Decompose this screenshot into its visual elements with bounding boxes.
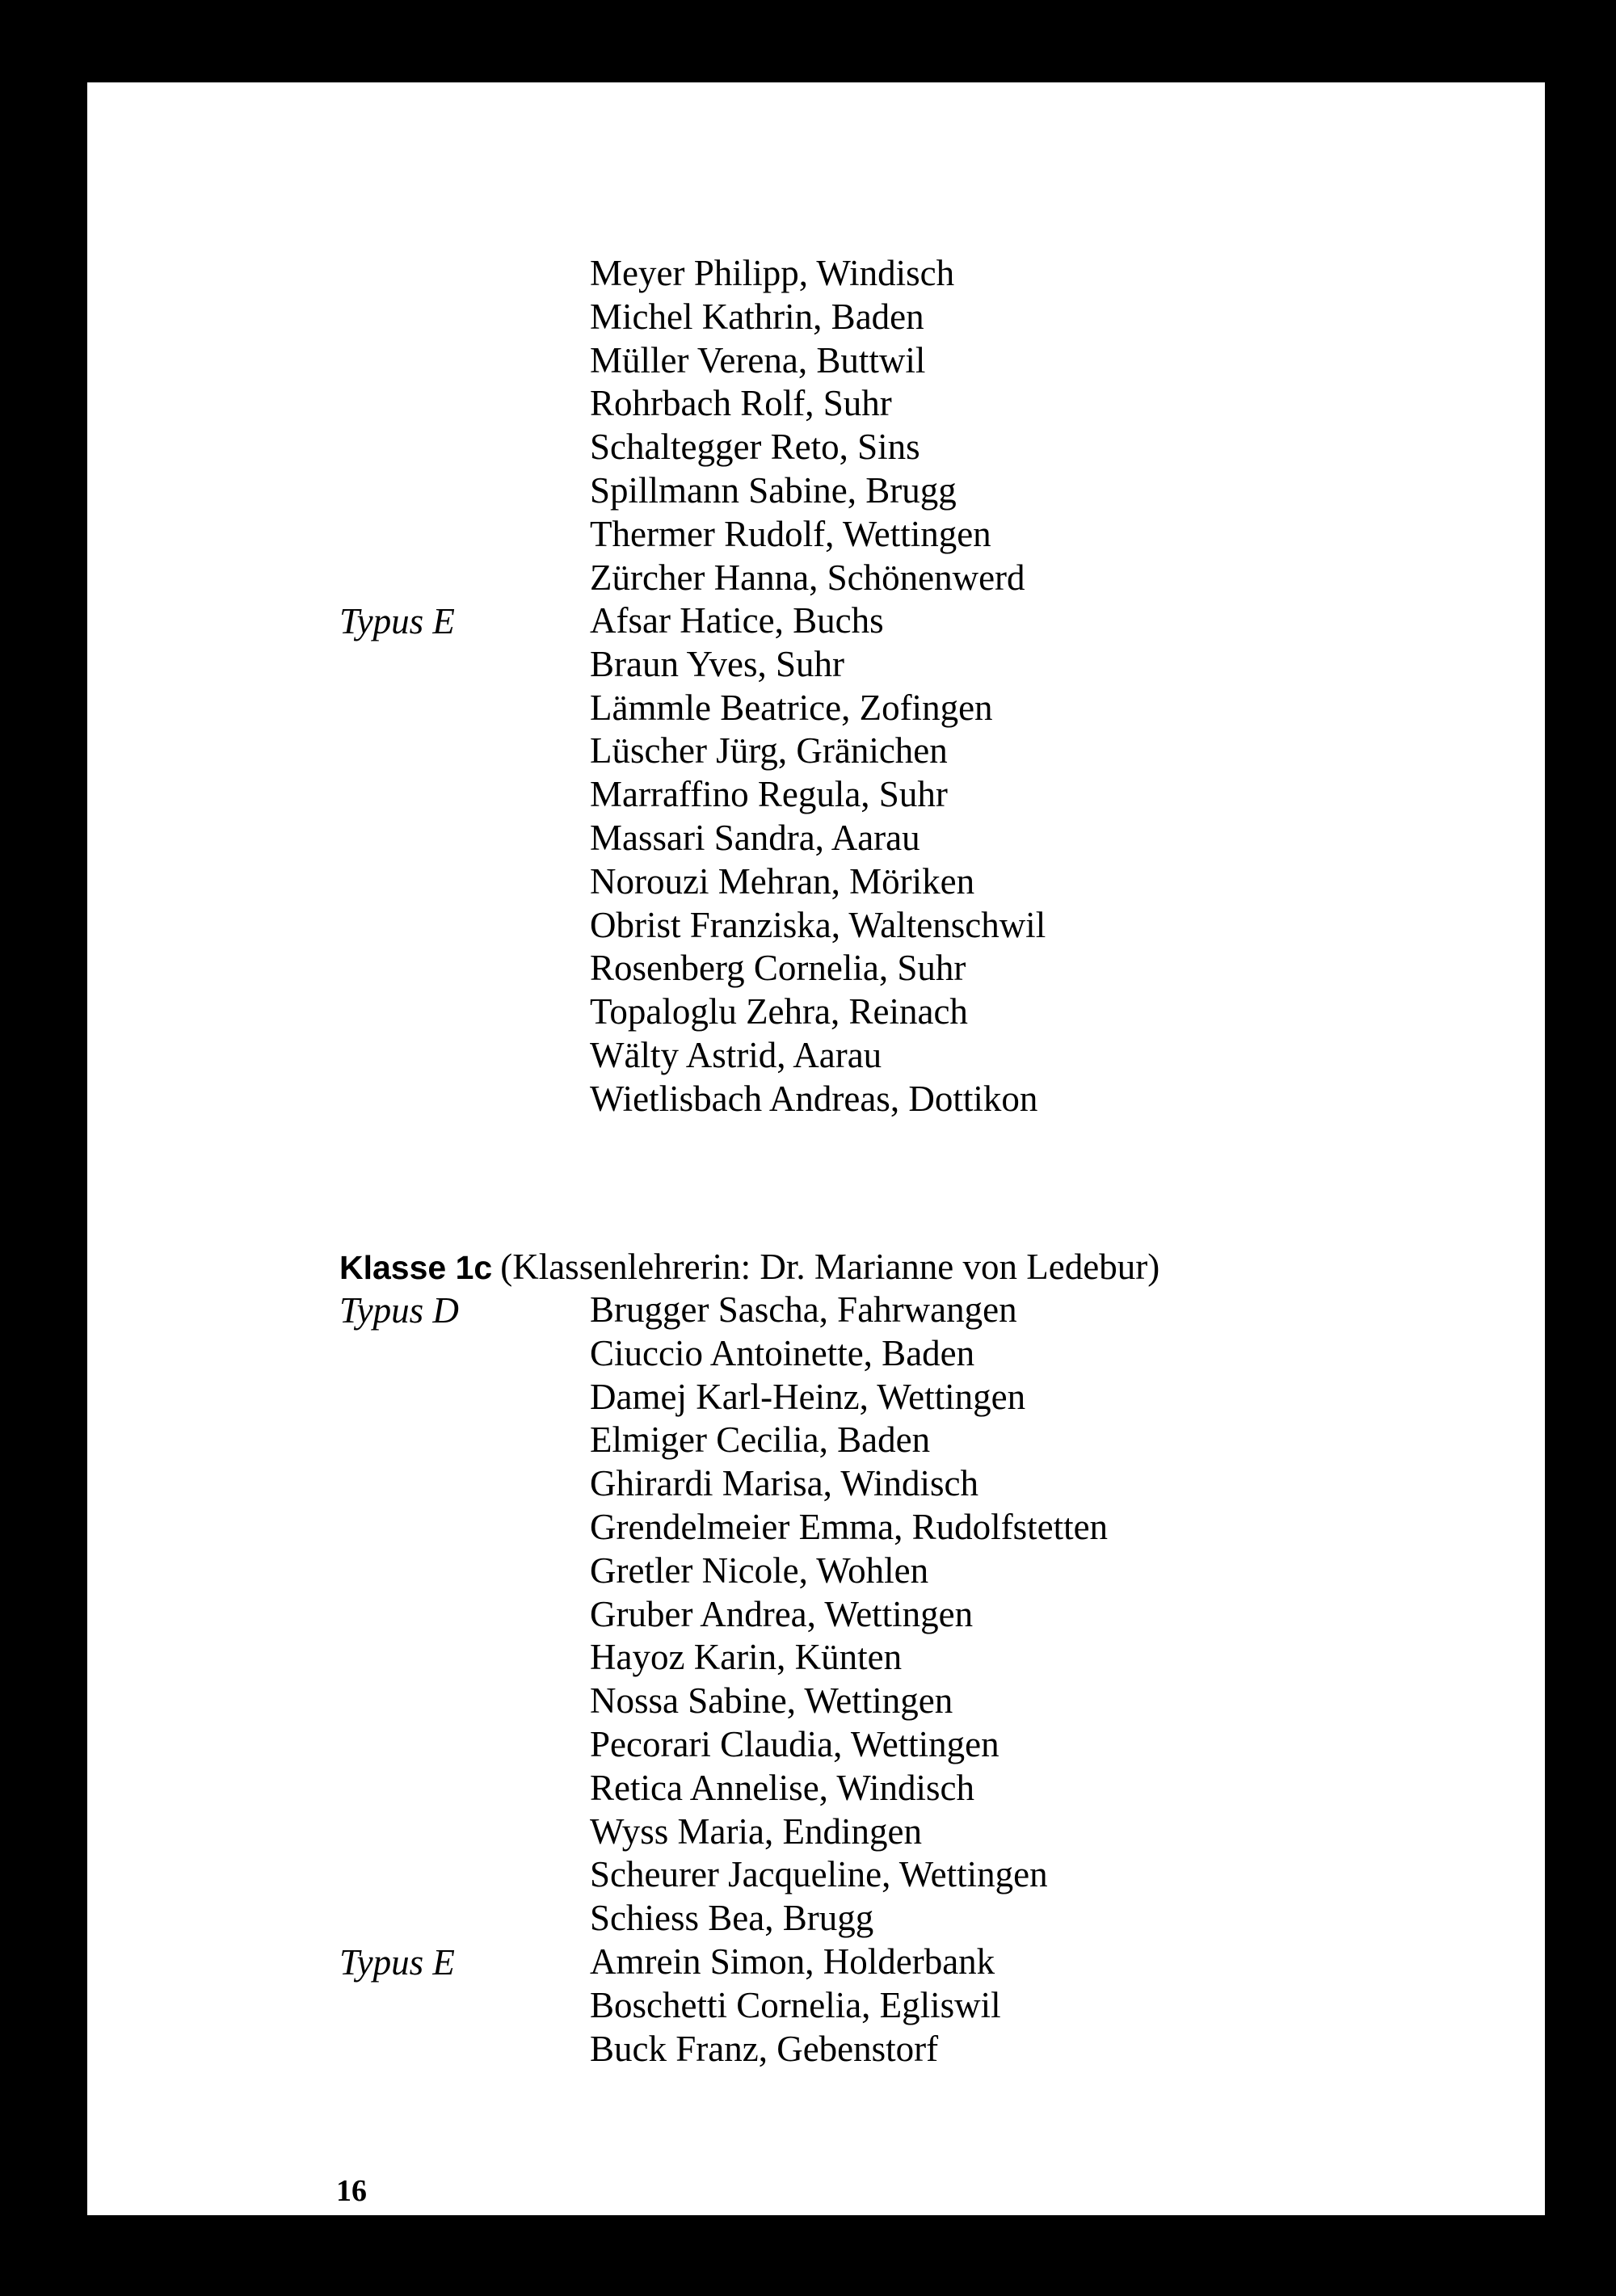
list-item: Boschetti Cornelia, Egliswil: [590, 1984, 1001, 2025]
class-name: Klasse 1c: [339, 1249, 493, 1286]
list-item: Wietlisbach Andreas, Dottikon: [590, 1078, 1038, 1119]
list-item: Buck Franz, Gebenstorf: [590, 2028, 939, 2069]
list-item: Ciuccio Antoinette, Baden: [590, 1332, 975, 1373]
typus-d-label: Typus D: [339, 1290, 459, 1331]
list-item: Brugger Sascha, Fahrwangen: [590, 1289, 1017, 1330]
list-item: Meyer Philipp, Windisch: [590, 253, 955, 293]
list-item: Braun Yves, Suhr: [590, 643, 845, 684]
list-item: Afsar Hatice, Buchs: [590, 600, 884, 641]
list-item: Elmiger Cecilia, Baden: [590, 1419, 931, 1461]
list-item: Pecorari Claudia, Wettingen: [590, 1723, 999, 1764]
list-item: Grendelmeier Emma, Rudolfstetten: [590, 1506, 1109, 1547]
list-item: Scheurer Jacqueline, Wettingen: [590, 1854, 1048, 1895]
list-item: Spillmann Sabine, Brugg: [590, 469, 957, 511]
section-1-typus-e-list: [590, 599, 1046, 1121]
document-page: [87, 82, 1545, 2215]
list-item: Hayoz Karin, Künten: [590, 1637, 903, 1678]
list-item: Amrein Simon, Holderbank: [590, 1941, 995, 1982]
list-item: Zürcher Hanna, Schönenwerd: [590, 557, 1025, 598]
list-item: Lüscher Jürg, Gränichen: [590, 730, 948, 772]
list-item: Michel Kathrin, Baden: [590, 296, 924, 337]
list-item: Topaloglu Zehra, Reinach: [590, 991, 968, 1032]
typus-e-label-section-1: Typus E: [339, 601, 455, 641]
section-1-entries-list: [590, 252, 1025, 599]
list-item: Norouzi Mehran, Möriken: [590, 860, 975, 902]
list-item: Ghirardi Marisa, Windisch: [590, 1463, 979, 1504]
list-item: Müller Verena, Buttwil: [590, 339, 926, 381]
list-item: Obrist Franziska, Waltenschwil: [590, 904, 1046, 945]
list-item: Wyss Maria, Endingen: [590, 1810, 922, 1852]
list-item: Thermer Rudolf, Wettingen: [590, 513, 991, 554]
list-item: Marraffino Regula, Suhr: [590, 774, 948, 815]
list-item: Damej Karl-Heinz, Wettingen: [590, 1376, 1026, 1417]
class-1c-typus-d-list: [590, 1289, 1108, 1941]
list-item: Retica Annelise, Windisch: [590, 1767, 975, 1808]
list-item: Rohrbach Rolf, Suhr: [590, 383, 892, 424]
list-item: Lämmle Beatrice, Zofingen: [590, 687, 993, 728]
list-item: Schaltegger Reto, Sins: [590, 427, 920, 468]
list-item: Wälty Astrid, Aarau: [590, 1034, 882, 1075]
class-1c-typus-e-list: [590, 1941, 1001, 2071]
page-number: 16: [336, 2174, 367, 2208]
list-item: Schiess Bea, Brugg: [590, 1898, 874, 1939]
list-item: Rosenberg Cornelia, Suhr: [590, 948, 966, 989]
class-teacher: (Klassenlehrerin: Dr. Marianne von Ledebur): [500, 1247, 1160, 1287]
list-item: Gretler Nicole, Wohlen: [590, 1550, 929, 1591]
list-item: Massari Sandra, Aarau: [590, 817, 920, 858]
list-item: Nossa Sabine, Wettingen: [590, 1680, 953, 1722]
list-item: Gruber Andrea, Wettingen: [590, 1593, 974, 1634]
typus-e-label-class-1c: Typus E: [339, 1942, 455, 1983]
